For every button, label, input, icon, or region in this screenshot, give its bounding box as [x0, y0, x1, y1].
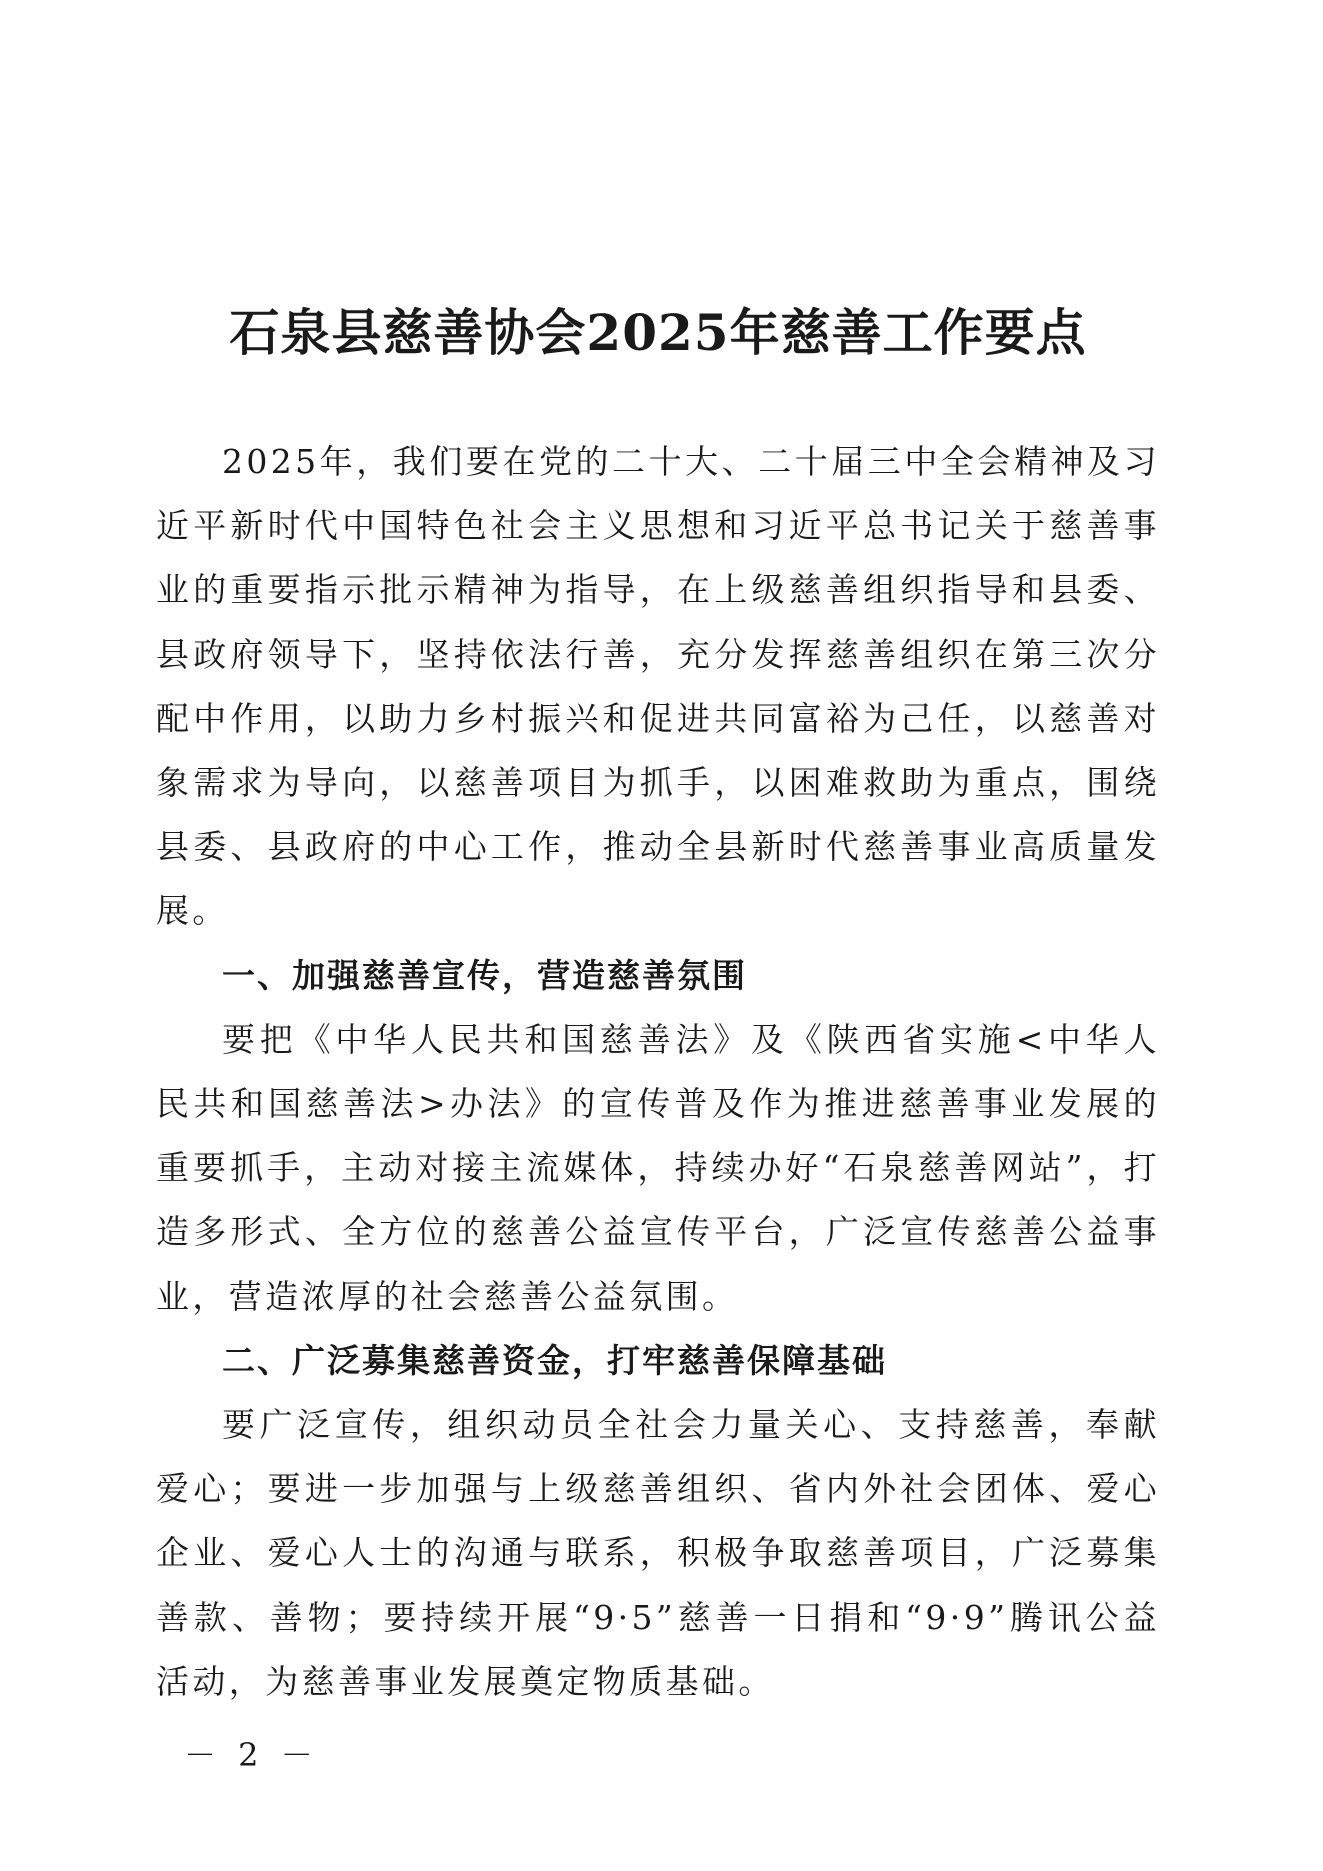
section-1-paragraph: 要把《中华人民共和国慈善法》及《陕西省实施<中华人民共和国慈善法>办法》的宣传普及作为推进慈善事业发展的重要抓手，主动对接主流媒体，持续办好“石泉慈善网站”，打造多形式、全方位的慈善公益宣传平台，广泛宣传慈善公益事业，营造浓厚的社会慈善公益氛围。 [156, 1019, 1160, 1316]
page-number: － 2 － [184, 1736, 319, 1774]
document-body [156, 430, 1160, 1714]
section-1-heading: 一、加强慈善宣传，营造慈善氛围 [222, 955, 747, 995]
section-2-paragraph: 要广泛宣传，组织动员全社会力量关心、支持慈善，奉献爱心；要进一步加强与上级慈善组织、省内外社会团体、爱心企业、爱心人士的沟通与联系，积极争取慈善项目，广泛募集善款、善物；要持续开展“9·5”慈善一日捐和“9·9”腾讯公益活动，为慈善事业发展奠定物质基础。 [156, 1405, 1160, 1701]
intro-paragraph: 2025年，我们要在党的二十大、二十届三中全会精神及习近平新时代中国特色社会主义思想和习近平总书记关于慈善事业的重要指示批示精神为指导，在上级慈善组织指导和县委、县政府领导下，坚持依法行善，充分发挥慈善组织在第三次分配中作用，以助力乡村振兴和促进共同富裕为己任，以慈善对象需求为导向，以慈善项目为抓手，以困难救助为重点，围绕县委、县政府的中心工作，推动全县新时代慈善事业高质量发展。 [156, 442, 1160, 931]
document-page [156, 0, 1160, 1871]
document-title: 石泉县慈善协会2025年慈善工作要点 [229, 303, 1087, 362]
section-2-heading: 二、广泛募集慈善资金，打牢慈善保障基础 [222, 1340, 887, 1380]
